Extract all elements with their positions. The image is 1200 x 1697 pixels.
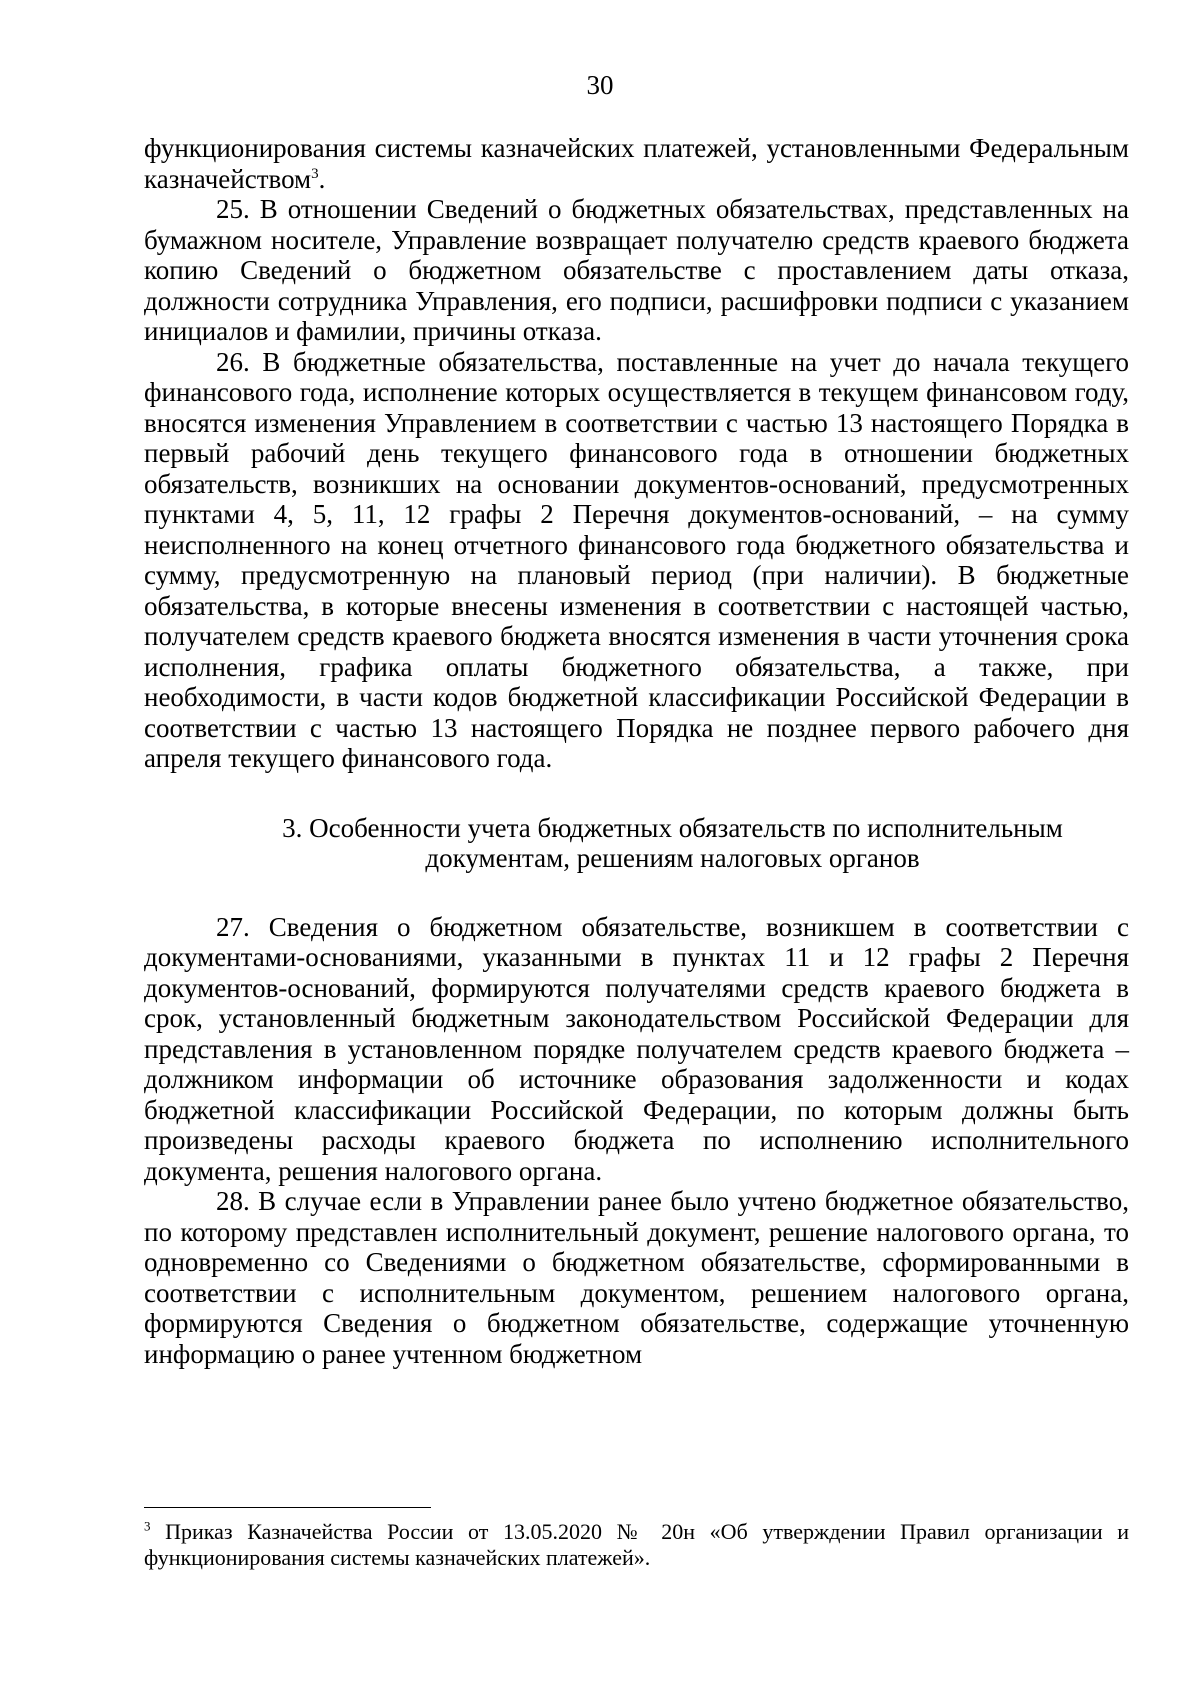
paragraph-text-end: . xyxy=(318,163,326,194)
paragraph-text: функционирования системы казначейских платежей, установленными Федеральным казначейством xyxy=(144,133,1129,194)
footnote-reference: 3 xyxy=(311,165,319,182)
document-body xyxy=(144,133,1129,1369)
section-heading-line-2: документам, решениям налоговых органов xyxy=(425,842,920,873)
paragraph-25: 25. В отношении Сведений о бюджетных обязательствах, представленных на бумажном носителе, Управление возвращает получателю средств краевого бюджета копию Сведений о бюджетном обязательстве с проставлением даты отказа, должности сотрудника Управления, его подписи, расшифровки подписи с указанием инициалов и фамилии, причины отказа. xyxy=(144,194,1129,346)
footnote-text: Приказ Казначейства России от 13.05.2020 № 20н «Об утверждении Правил организации и функционирования системы казначейских платежей». xyxy=(144,1519,1129,1570)
paragraph-27: 27. Сведения о бюджетном обязательстве, возникшем в соответствии с документами-основаниями, указанными в пунктах 11 и 12 графы 2 Перечня документов-оснований, формируются получателями средств краевого бюджета в срок, установленный бюджетным законодательством Российской Федерации для представления в установленном порядке получателем средств краевого бюджета – должником информации об источнике образования задолженности и кодах бюджетной классификации Российской Федерации, по которым должны быть произведены расходы краевого бюджета по исполнению исполнительного документа, решения налогового органа. xyxy=(144,911,1129,1186)
section-heading-line-1: 3. Особенности учета бюджетных обязательств по исполнительным xyxy=(282,812,1063,843)
footnote-mark: 3 xyxy=(144,1518,151,1534)
paragraph-26: 26. В бюджетные обязательства, поставленные на учет до начала текущего финансового года, исполнение которых осуществляется в текущем финансовом году, вносятся изменения Управлением в соответствии с частью 13 настоящего Порядка в первый рабочий день текущего финансового года в отношении бюджетных обязательств, возникших на основании документов-оснований, предусмотренных пунктами 4, 5, 11, 12 графы 2 Перечня документов-оснований, – на сумму неисполненного на конец отчетного финансового года бюджетного обязательства и сумму, предусмотренную на плановый период (при наличии). В бюджетные обязательства, в которые внесены изменения в соответствии с настоящей частью, получателем средств краевого бюджета вносятся изменения в части уточнения срока исполнения, графика оплаты бюджетного обязательства, а также, при необходимости, в части кодов бюджетной классификации Российской Федерации в соответствии с частью 13 настоящего Порядка не позднее первого рабочего дня апреля текущего финансового года. xyxy=(144,346,1129,773)
page-number: 30 xyxy=(586,70,614,100)
footnote xyxy=(144,1519,1129,1571)
footnote-text-block xyxy=(144,1519,1129,1571)
section-heading xyxy=(144,813,1129,873)
paragraph-28: 28. В случае если в Управлении ранее было учтено бюджетное обязательство, по которому представлен исполнительный документ, решение налогового органа, то одновременно со Сведениями о бюджетном обязательстве, сформированными в соответствии с исполнительным документом, решением налогового органа, формируются Сведения о бюджетном обязательстве, содержащие уточненную информацию о ранее учтенном бюджетном xyxy=(144,1186,1129,1369)
footnote-separator xyxy=(144,1507,431,1508)
paragraph-continuation xyxy=(144,133,1129,194)
